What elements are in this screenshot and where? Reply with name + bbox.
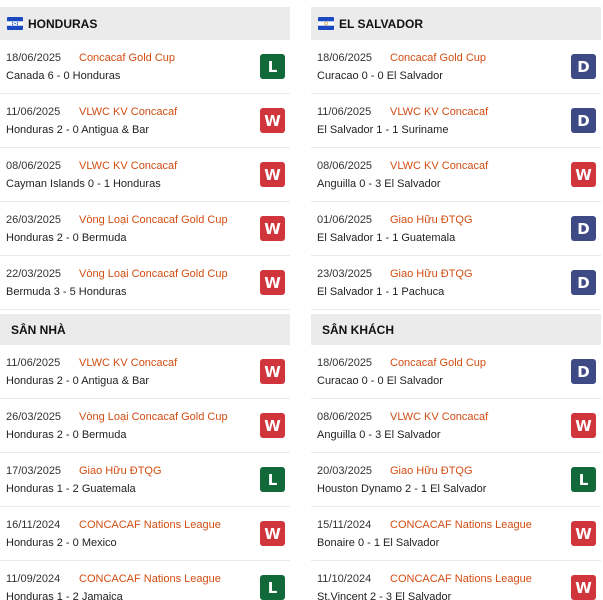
home-venue-header [0, 314, 290, 345]
el-salvador-flag-icon [318, 17, 334, 30]
match-date: 18/06/2025 [6, 52, 62, 64]
match-row[interactable] [311, 399, 601, 453]
competition-link[interactable]: VLWC KV Concacaf [390, 160, 489, 172]
match-row[interactable] [0, 40, 290, 94]
match-score: Bonaire 0 - 1 El Salvador [317, 537, 440, 549]
competition-link[interactable]: Giao Hữu ĐTQG [390, 214, 473, 226]
match-row[interactable] [311, 256, 601, 310]
competition-link[interactable]: CONCACAF Nations League [390, 573, 532, 585]
match-row[interactable] [311, 202, 601, 256]
match-date: 11/06/2025 [317, 106, 372, 118]
match-row[interactable] [311, 345, 601, 399]
match-score: Honduras 1 - 2 Jamaica [6, 591, 123, 600]
match-row[interactable] [0, 256, 290, 310]
match-date: 26/03/2025 [6, 214, 62, 226]
competition-link[interactable]: Concacaf Gold Cup [79, 52, 175, 64]
result-badge: W [260, 413, 285, 438]
result-badge: W [260, 216, 285, 241]
result-badge: D [571, 216, 596, 241]
match-date: 20/03/2025 [317, 465, 373, 477]
competition-link[interactable]: VLWC KV Concacaf [390, 106, 489, 118]
competition-link[interactable]: VLWC KV Concacaf [390, 411, 489, 423]
result-badge: D [571, 270, 596, 295]
match-score: Cayman Islands 0 - 1 Honduras [6, 178, 161, 190]
competition-link[interactable]: CONCACAF Nations League [390, 519, 532, 531]
match-date: 26/03/2025 [6, 411, 62, 423]
match-date: 18/06/2025 [317, 357, 373, 369]
match-score: Honduras 2 - 0 Bermuda [6, 232, 127, 244]
match-date: 22/03/2025 [6, 268, 62, 280]
match-row[interactable] [311, 561, 601, 600]
result-badge: L [571, 467, 596, 492]
honduras-flag-icon [7, 17, 23, 30]
competition-link[interactable]: Vòng Loại Concacaf Gold Cup [79, 268, 228, 280]
match-row[interactable] [0, 94, 290, 148]
match-score: St.Vincent 2 - 3 El Salvador [317, 591, 452, 600]
match-score: Houston Dynamo 2 - 1 El Salvador [317, 483, 487, 495]
result-badge: W [260, 270, 285, 295]
competition-link[interactable]: VLWC KV Concacaf [79, 357, 178, 369]
team-header-el-salvador [311, 7, 601, 40]
section-title: SÂN KHÁCH [322, 322, 394, 337]
match-date: 01/06/2025 [317, 214, 373, 226]
match-score: Bermuda 3 - 5 Honduras [6, 286, 127, 298]
team-header-honduras [0, 7, 290, 40]
match-date: 11/06/2025 [6, 106, 61, 118]
match-score: Honduras 2 - 0 Bermuda [6, 429, 127, 441]
result-badge: D [571, 108, 596, 133]
result-badge: L [260, 575, 285, 600]
competition-link[interactable]: Giao Hữu ĐTQG [79, 465, 162, 477]
match-list [311, 40, 601, 310]
away-venue-header [311, 314, 601, 345]
match-date: 08/06/2025 [6, 160, 62, 172]
section-title: SÂN NHÀ [11, 322, 66, 337]
match-row[interactable] [311, 453, 601, 507]
match-list [0, 40, 290, 310]
match-list [0, 345, 290, 600]
match-date: 11/06/2025 [6, 357, 61, 369]
competition-link[interactable]: Vòng Loại Concacaf Gold Cup [79, 411, 228, 423]
match-date: 11/10/2024 [317, 573, 372, 585]
match-score: Curacao 0 - 0 El Salvador [317, 70, 443, 82]
match-score: El Salvador 1 - 1 Suriname [317, 124, 449, 136]
match-date: 08/06/2025 [317, 411, 373, 423]
result-badge: L [260, 467, 285, 492]
result-badge: D [571, 54, 596, 79]
competition-link[interactable]: Concacaf Gold Cup [390, 357, 486, 369]
match-list [311, 345, 601, 600]
competition-link[interactable]: CONCACAF Nations League [79, 519, 221, 531]
match-row[interactable] [311, 94, 601, 148]
match-score: Canada 6 - 0 Honduras [6, 70, 121, 82]
result-badge: W [571, 413, 596, 438]
match-date: 11/09/2024 [6, 573, 61, 585]
match-date: 08/06/2025 [317, 160, 373, 172]
result-badge: W [571, 521, 596, 546]
match-score: El Salvador 1 - 1 Guatemala [317, 232, 456, 244]
match-row[interactable] [0, 345, 290, 399]
match-score: Curacao 0 - 0 El Salvador [317, 375, 443, 387]
match-date: 17/03/2025 [6, 465, 62, 477]
team-name: HONDURAS [28, 16, 98, 31]
competition-link[interactable]: VLWC KV Concacaf [79, 106, 178, 118]
match-row[interactable] [0, 148, 290, 202]
match-score: Honduras 1 - 2 Guatemala [6, 483, 136, 495]
result-badge: D [571, 359, 596, 384]
match-row[interactable] [0, 453, 290, 507]
match-row[interactable] [311, 507, 601, 561]
match-row[interactable] [311, 40, 601, 94]
match-row[interactable] [0, 561, 290, 600]
match-score: Anguilla 0 - 3 El Salvador [317, 178, 441, 190]
match-row[interactable] [0, 202, 290, 256]
competition-link[interactable]: VLWC KV Concacaf [79, 160, 178, 172]
match-row[interactable] [0, 399, 290, 453]
result-badge: W [260, 108, 285, 133]
result-badge: W [260, 521, 285, 546]
match-row[interactable] [311, 148, 601, 202]
el-salvador-column [311, 0, 601, 600]
match-score: Honduras 2 - 0 Antigua & Bar [6, 375, 150, 387]
result-badge: W [571, 162, 596, 187]
match-score: Honduras 2 - 0 Mexico [6, 537, 117, 549]
match-date: 18/06/2025 [317, 52, 373, 64]
result-badge: W [260, 359, 285, 384]
competition-link[interactable]: Concacaf Gold Cup [390, 52, 486, 64]
competition-link[interactable]: CONCACAF Nations League [79, 573, 221, 585]
result-badge: W [260, 162, 285, 187]
match-score: El Salvador 1 - 1 Pachuca [317, 286, 445, 298]
result-badge: W [571, 575, 596, 600]
competition-link[interactable]: Vòng Loại Concacaf Gold Cup [79, 214, 228, 226]
match-row[interactable] [0, 507, 290, 561]
competition-link[interactable]: Giao Hữu ĐTQG [390, 465, 473, 477]
match-score: Honduras 2 - 0 Antigua & Bar [6, 124, 150, 136]
result-badge: L [260, 54, 285, 79]
match-score: Anguilla 0 - 3 El Salvador [317, 429, 441, 441]
match-date: 23/03/2025 [317, 268, 373, 280]
match-date: 15/11/2024 [317, 519, 372, 531]
competition-link[interactable]: Giao Hữu ĐTQG [390, 268, 473, 280]
match-date: 16/11/2024 [6, 519, 61, 531]
honduras-column [0, 0, 290, 600]
team-name: EL SALVADOR [339, 16, 424, 31]
